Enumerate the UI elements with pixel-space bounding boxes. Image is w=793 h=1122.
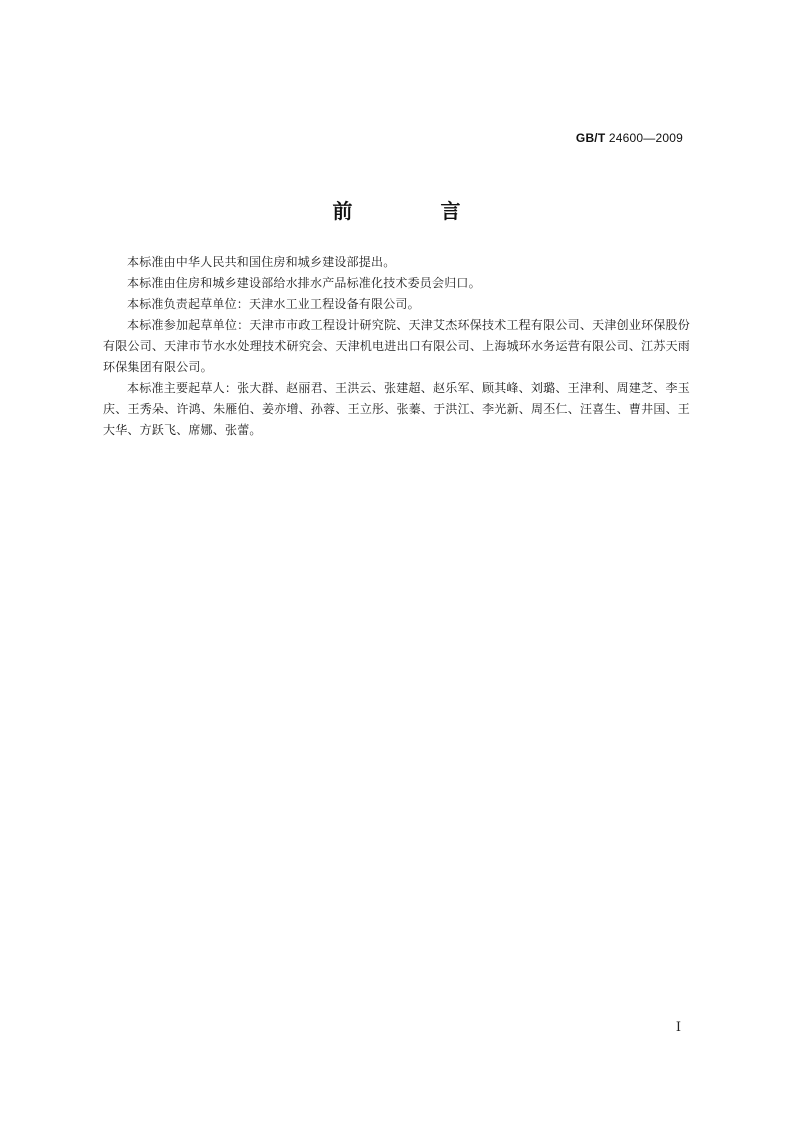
paragraph-main-drafters: 本标准主要起草人：张大群、赵丽君、王洪云、张建超、赵乐军、顾其峰、刘璐、王津利、周建芝、李玉庆、王秀朵、许鸿、朱雁伯、姜亦增、孙蓉、王立彤、张蓁、于洪江、李光新、周丕仁、汪喜生、曹井国、王大华、方跃飞、席娜、张蕾。 [103, 381, 690, 437]
page-number: I [675, 1020, 681, 1035]
standard-prefix: GB/T [575, 131, 606, 145]
paragraph-proposer: 本标准由中华人民共和国住房和城乡建设部提出。 [127, 255, 396, 269]
standard-number: 24600—2009 [608, 131, 683, 145]
foreword-body [103, 252, 690, 441]
paragraph-lead-drafter: 本标准负责起草单位：天津水工业工程设备有限公司。 [127, 297, 420, 311]
page-title: 前 言 [332, 199, 495, 223]
paragraph-participating-drafters: 本标准参加起草单位：天津市市政工程设计研究院、天津艾杰环保技术工程有限公司、天津创业环保股份有限公司、天津市节水水处理技术研究会、天津机电进出口有限公司、上海城环水务运营有限公司、江苏天雨环保集团有限公司。 [103, 318, 690, 374]
paragraph-administrator: 本标准由住房和城乡建设部给水排水产品标准化技术委员会归口。 [127, 276, 481, 290]
standard-code [576, 131, 683, 145]
